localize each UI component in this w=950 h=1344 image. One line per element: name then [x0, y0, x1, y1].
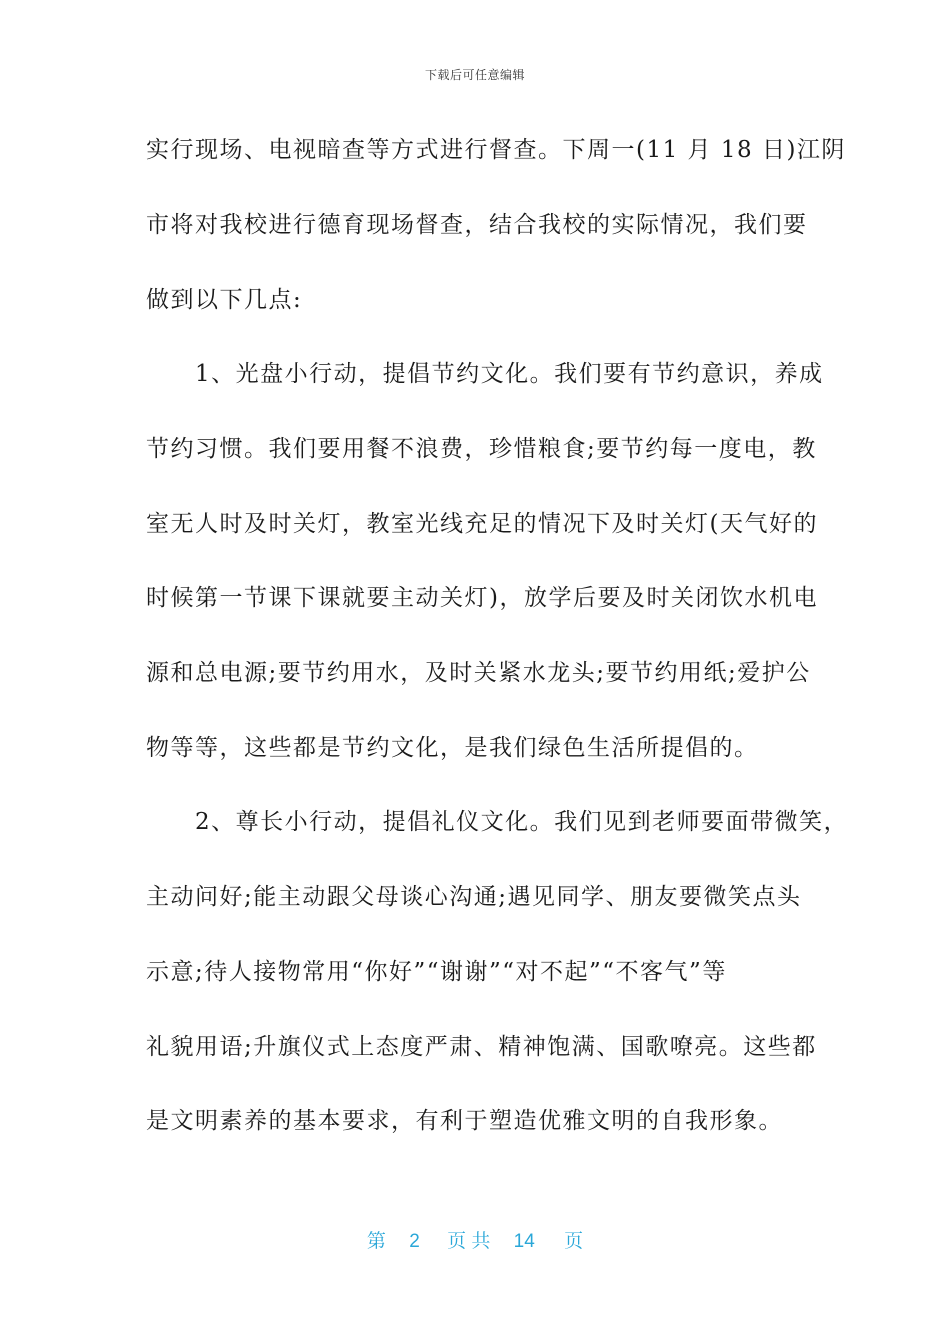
text-line: 礼貌用语;升旗仪式上态度严肃、精神饱满、国歌嘹亮。这些都: [146, 1034, 817, 1060]
footer-page-number: 2: [409, 1231, 420, 1252]
footer-page-prefix: 第: [366, 1231, 386, 1252]
footer-page-suffix: 页: [564, 1231, 584, 1252]
text-line: 时候第一节课下课就要主动关灯)，放学后要及时关闭饮水机电: [146, 585, 818, 611]
text-line: 1、光盘小行动，提倡节约文化。我们要有节约意识，养成: [146, 361, 824, 387]
page-footer: [0, 1226, 950, 1253]
text-line: 2、尊长小行动，提倡礼仪文化。我们见到老师要面带微笑，: [146, 809, 849, 835]
text-line: 源和总电源;要节约用水，及时关紧水龙头;要节约用纸;爱护公: [146, 660, 811, 686]
text-line: 实行现场、电视暗查等方式进行督查。下周一(11 月 18 日)江阴: [146, 137, 846, 163]
text-line: 市将对我校进行德育现场督查，结合我校的实际情况，我们要: [146, 212, 808, 238]
text-line: 主动问好;能主动跟父母谈心沟通;遇见同学、朋友要微笑点头: [146, 884, 802, 910]
page-header: 下载后可任意编辑: [424, 68, 525, 82]
text-line: 节约习惯。我们要用餐不浪费，珍惜粮食;要节约每一度电，教: [146, 436, 817, 462]
text-line: 物等等，这些都是节约文化，是我们绿色生活所提倡的。: [146, 735, 759, 761]
text-line: 示意;待人接物常用“你好”“谢谢”“对不起”“不客气”等: [146, 959, 727, 985]
footer-total-pages: 14: [513, 1231, 535, 1252]
text-line: 室无人时及时关灯，教室光线充足的情况下及时关灯(天气好的: [146, 511, 818, 537]
text-line: 是文明素养的基本要求，有利于塑造优雅文明的自我形象。: [146, 1108, 783, 1134]
text-line: 做到以下几点:: [146, 287, 303, 313]
footer-page-mid: 页 共: [447, 1231, 491, 1252]
